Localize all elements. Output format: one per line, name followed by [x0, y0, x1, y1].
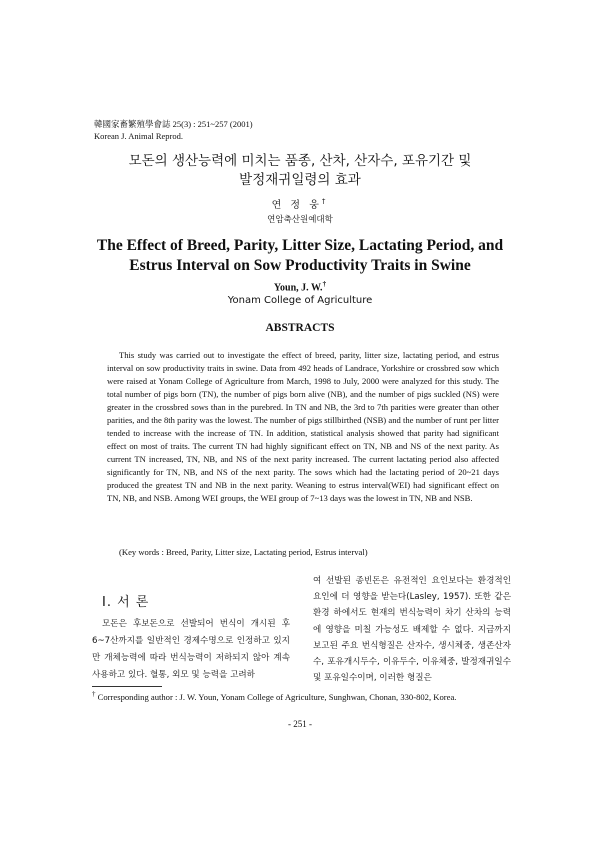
footnote-mark: †	[92, 690, 96, 698]
english-title	[0, 236, 600, 276]
english-title-line-2: Estrus Interval on Sow Productivity Traits in Swine	[129, 257, 471, 274]
introduction-heading: I. 서 론	[102, 595, 150, 610]
korean-title-line-1: 모돈의 생산능력에 미치는 품종, 산차, 산자수, 포유기간 및	[128, 153, 472, 169]
journal-citation	[94, 118, 253, 142]
introduction-left-column: 모돈은 후보돈으로 선발되어 번식이 개시된 후 6~7산까지를 일반적인 경제수명으로 인정하고 있지만 개체능력에 따라 번식능력이 저하되지 않아 계속 사용하고 있다. 혈통, 외모 및 능력을 고려하	[92, 619, 290, 680]
abstract-body	[107, 349, 499, 505]
journal-korean-citation: 韓國家畜繁殖學會誌 25(3) : 251~257 (2001)	[94, 119, 253, 129]
page-number: - 251 -	[288, 719, 312, 729]
introduction-right-column: 여 선발된 종빈돈은 유전적인 요인보다는 환경적인 요인에 더 영향을 받는다(Lasley, 1957). 또한 같은 환경 하에서도 현재의 번식능력이 차기 산차의 능력에 영향을 미칠 가능성도 배제할 수 없다. 지금까지 보고된 주요 번식형질은 산자수, 생시체중, 생존산자수, 포유개시두수, 이유두수, 이유체중, 발정재귀일수 및 포유일수이며, 이러한 형질은	[313, 576, 511, 684]
journal-english-name: Korean J. Animal Reprod.	[94, 131, 183, 141]
english-title-line-1: The Effect of Breed, Parity, Litter Size, Lactating Period, and	[96, 237, 504, 254]
english-author-mark: †	[322, 280, 327, 288]
korean-author-mark: †	[321, 197, 329, 206]
english-author-name: Youn, J. W.	[273, 282, 323, 294]
abstract-paragraph: This study was carried out to investigate the effect of breed, parity, litter size, lactating period, and estrus interval on sow productivity traits in swine. Data from 492 heads of Landrace, Yorkshire or crossbred sow which were raised at Yonam College of Agriculture from March, 1998 to July, 2000 were analyzed for this study. The total number of pigs born (TN), the number of pigs born alive (NB), and the number of pigs suckled (NS) were greater in the crossbred sows than in the purebred. In TN and NB, the 3rd to 7th parities were greater than other parities, and the 8th parity was the lowest. The number of pigs stillbirthed (NSB) and the number of runt per litter tended to increase with the increase of TN. In addition, statistical analysis showed that parity had significant effect on most of traits. The current TN had highly significant effect on TN, NB and NS of the next parity. As current TN increased, TN, NB, and NS of the next parity increased. The current lactating period also affected significantly for TN, NB, and NS of the next parity. The sows which had the lactating period of 20~21 days produced the greatest TN and NB in the next parity. Weaning to estrus interval(WEI) had significant effect on TN, NB, and NSB. Among WEI groups, the WEI group of 7~13 days was the lowest in TN, NB and NSB.	[107, 350, 499, 503]
footnote-divider	[92, 686, 162, 687]
english-affiliation: Yonam College of Agriculture	[227, 295, 373, 306]
korean-title	[0, 152, 600, 190]
abstract-keywords: (Key words : Breed, Parity, Litter size, Lactating period, Estrus interval)	[119, 547, 368, 557]
english-author	[0, 280, 600, 293]
korean-author-name: 연 정 웅	[271, 200, 322, 211]
footnote	[92, 690, 456, 702]
footnote-text: Corresponding author : J. W. Youn, Yonam College of Agriculture, Sunghwan, Chonan, 330-802, Korea.	[97, 691, 457, 702]
abstract-heading: ABSTRACTS	[265, 322, 335, 334]
korean-affiliation: 연암축산원예대학	[267, 215, 333, 225]
korean-title-line-2: 발정재귀일령의 효과	[239, 172, 361, 188]
korean-author	[0, 196, 600, 211]
